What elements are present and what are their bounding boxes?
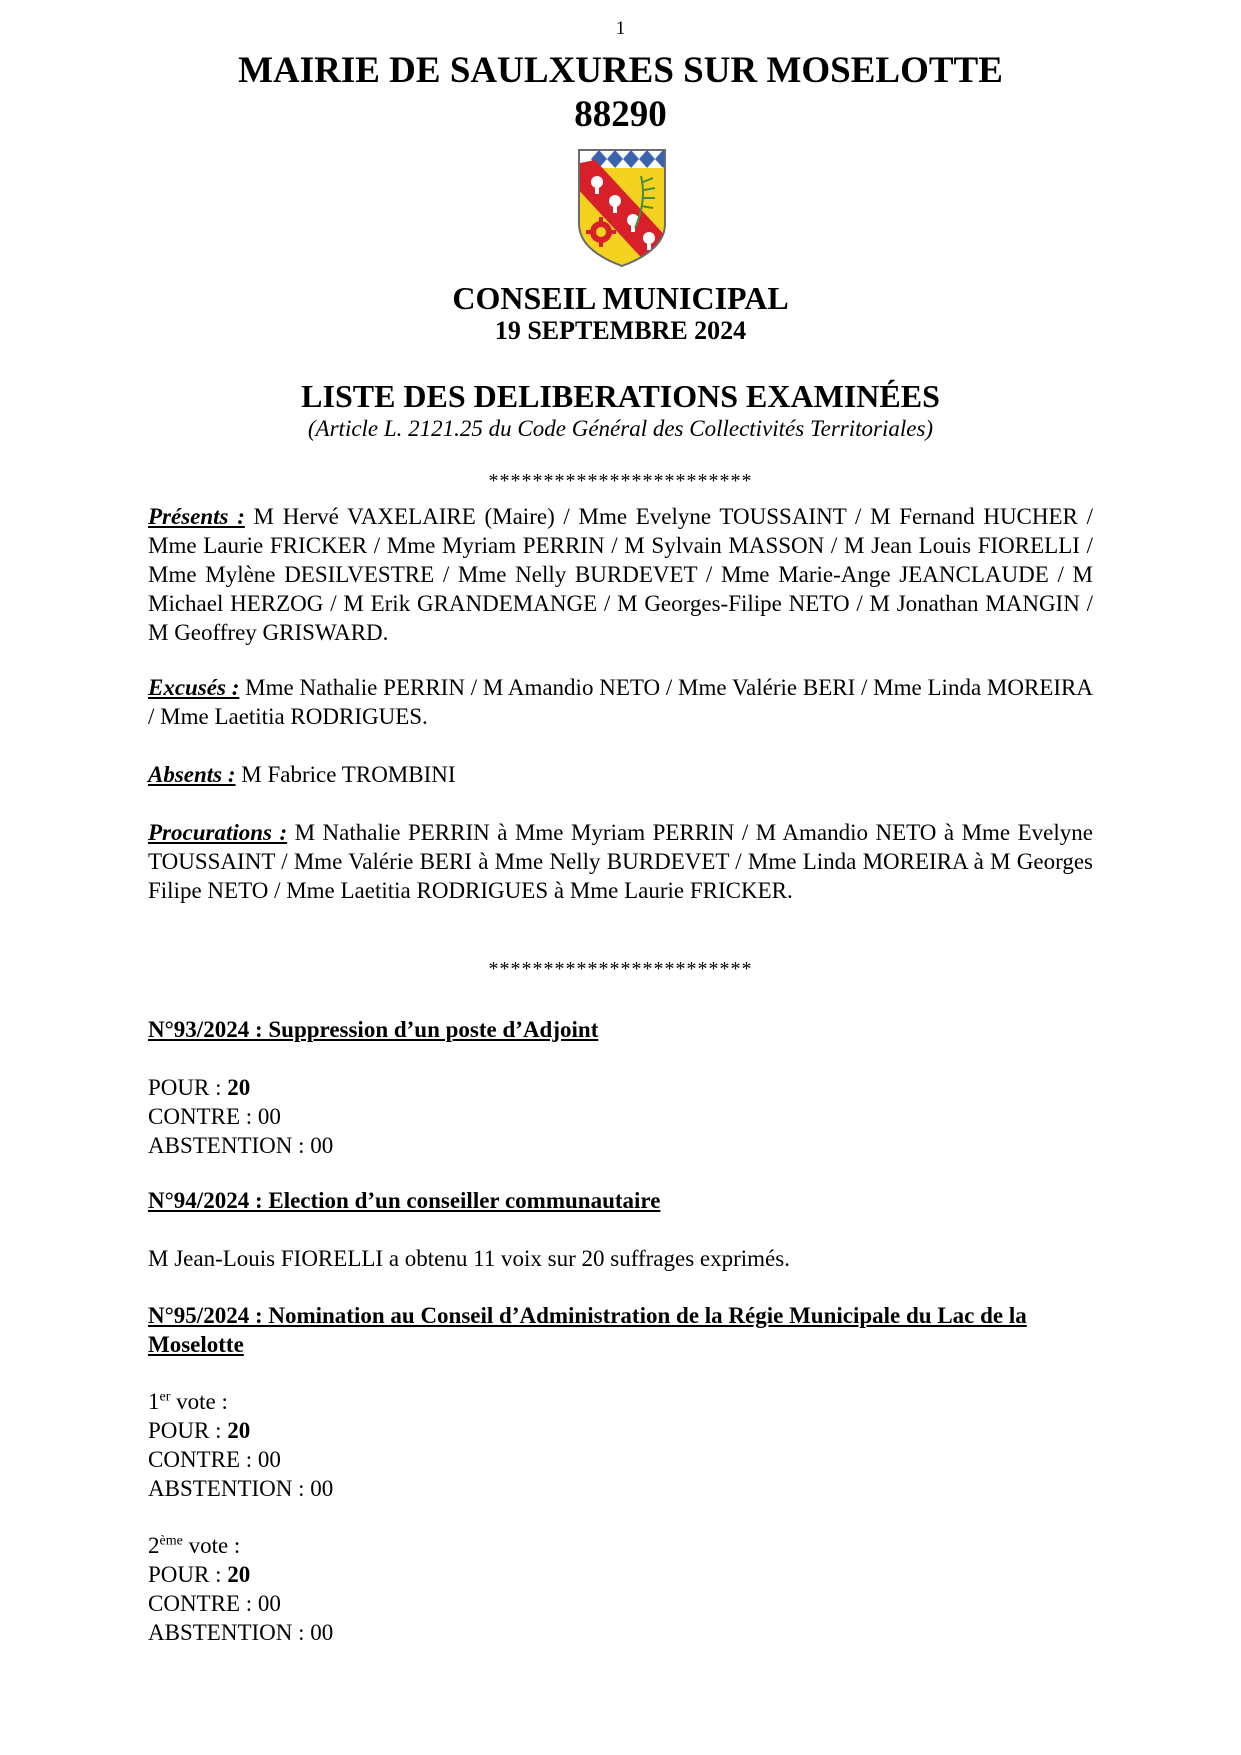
deliberation-94-result: M Jean-Louis FIORELLI a obtenu 11 voix sur 20 suffrages exprimés. [148,1246,790,1271]
coat-of-arms-image [575,146,669,269]
deliberation-95-title: N°95/2024 : Nomination au Conseil d’Administration de la Régie Municipale du Lac de la Moselotte [148,1303,1027,1357]
absents-paragraph [148,760,1093,789]
vote-2-number: 2 [148,1533,160,1558]
excuses-label: Excusés : [148,675,240,700]
presents-label: Présents : [148,504,245,529]
pour-count: 20 [227,1075,251,1100]
separator-bottom: ************************ [488,958,753,980]
vote-2-heading [148,1531,240,1560]
pour-count: 20 [227,1562,251,1587]
procurations-text: M Nathalie PERRIN à Mme Myriam PERRIN / M Amandio NETO à Mme Evelyne TOUSSAINT / Mme Valérie BERI à Mme Nelly BURDEVET / Mme Linda MOREIRA à M Georges Filipe NETO / Mme Laetitia RODRIGUES à Mme Laurie FRICKER. [148,820,1093,903]
procurations-paragraph [148,818,1093,905]
deliberation-93-abstention: ABSTENTION : 00 [148,1133,334,1158]
procurations-label: Procurations : [148,820,288,845]
vote-1-suffix: er [159,1389,171,1405]
deliberation-93-contre: CONTRE : 00 [148,1104,281,1129]
deliberation-93-pour [148,1073,250,1102]
vote-1-abstention: ABSTENTION : 00 [148,1476,334,1501]
page-number: 1 [615,18,626,39]
pour-count: 20 [227,1418,251,1443]
separator-top: ************************ [488,470,753,492]
vote-1-number: 1 [148,1389,160,1414]
vote-2-pour [148,1560,250,1589]
deliberation-93-title: N°93/2024 : Suppression d’un poste d’Adjoint [148,1017,599,1042]
vote-1-contre: CONTRE : 00 [148,1447,281,1472]
mairie-title: MAIRIE DE SAULXURES SUR MOSELOTTE [238,50,1003,91]
deliberation-94-title: N°94/2024 : Election d’un conseiller communautaire [148,1188,661,1213]
pour-label: POUR : [148,1562,228,1587]
vote-2-label: vote : [182,1533,241,1558]
vote-2-suffix: ème [159,1533,183,1549]
conseil-date: 19 SEPTEMBRE 2024 [494,316,747,345]
article-reference: (Article L. 2121.25 du Code Général des Collectivités Territoriales) [307,416,934,441]
vote-2-abstention: ABSTENTION : 00 [148,1620,334,1645]
presents-paragraph [148,502,1093,647]
vote-1-pour [148,1416,250,1445]
pour-label: POUR : [148,1418,228,1443]
pour-label: POUR : [148,1075,228,1100]
excuses-text: Mme Nathalie PERRIN / M Amandio NETO / Mme Valérie BERI / Mme Linda MOREIRA / Mme Laetitia RODRIGUES. [148,675,1093,729]
excuses-paragraph [148,673,1093,731]
absents-label: Absents : [148,762,236,787]
vote-1-heading [148,1387,228,1416]
vote-1-label: vote : [170,1389,228,1414]
liste-title: LISTE DES DELIBERATIONS EXAMINÉES [301,378,940,414]
absents-text: M Fabrice TROMBINI [235,762,456,787]
postal-code: 88290 [574,94,667,135]
conseil-title: CONSEIL MUNICIPAL [452,280,789,316]
presents-text: M Hervé VAXELAIRE (Maire) / Mme Evelyne TOUSSAINT / M Fernand HUCHER / Mme Laurie FRICKER / Mme Myriam PERRIN / M Sylvain MASSON / M Jean Louis FIORELLI / Mme Mylène DESILVESTRE / Mme Nelly BURDEVET / Mme Marie-Ange JEANCLAUDE / M Michael HERZOG / M Erik GRANDEMANGE / M Georges-Filipe NETO / M Jonathan MANGIN / M Geoffrey GRISWARD. [148,504,1093,645]
vote-2-contre: CONTRE : 00 [148,1591,281,1616]
